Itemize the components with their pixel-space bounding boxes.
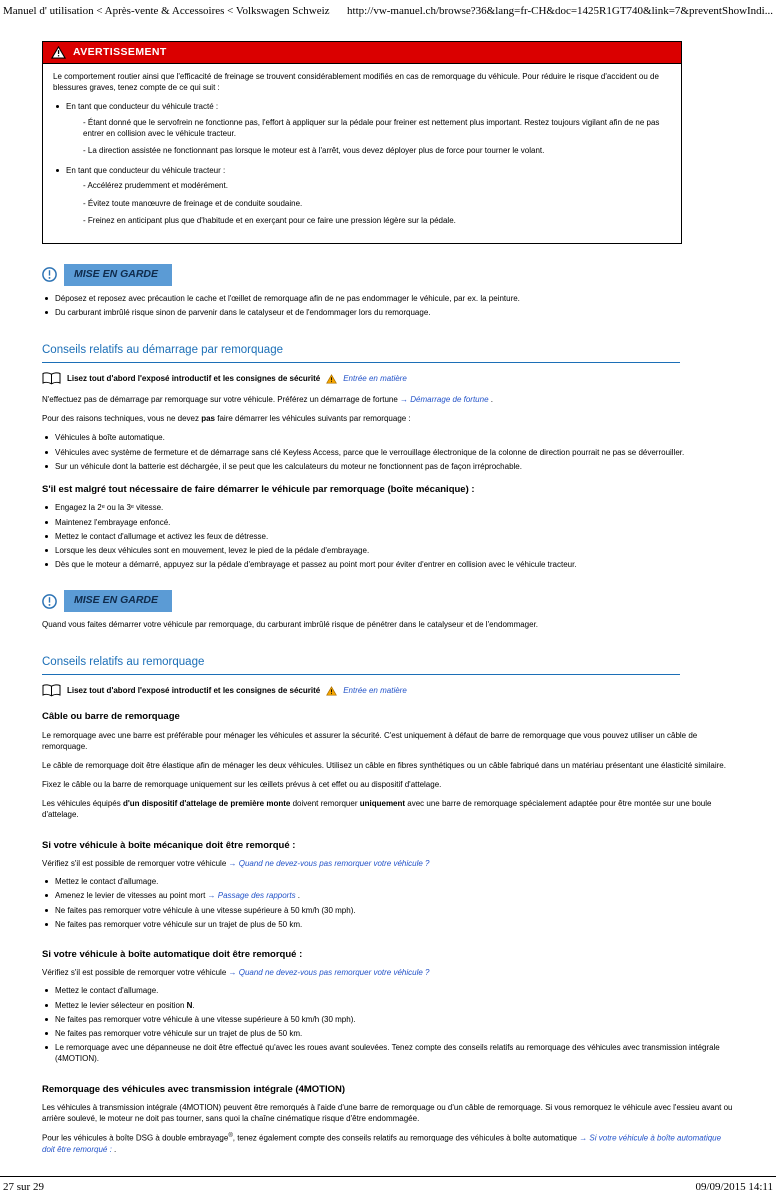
text-segment: Mettez le contact d'allumage.	[55, 877, 159, 887]
text-segment: doivent remorquer	[290, 799, 360, 809]
dash-sublist	[83, 180, 671, 226]
mise-en-garde-header	[42, 590, 734, 612]
book-icon	[42, 372, 61, 385]
sub-item: - Freinez en anticipant plus que d'habitude et en exerçant pour ce faire une pression légère sur la pédale.	[83, 215, 456, 225]
source-url: http://vw-manuel.ch/browse?36&lang=fr-CH&doc=1425R1GT740&link=7&preventShowIndi...	[347, 5, 773, 17]
list-item	[42, 559, 734, 570]
list-item	[42, 919, 734, 930]
text-segment: , tenez également compte des conseils relatifs au remorquage des véhicules à boîte automatique	[232, 1133, 580, 1143]
sub-item: - La direction assistée ne fonctionnant pas lorsque le moteur est à l'arrêt, vous devez déployer plus de force pour tourner le volant.	[83, 146, 545, 156]
text-segment: avec une barre de remorquage spécialement adaptée pour être montée sur une boule d'attelage.	[42, 799, 712, 820]
link-entree-en-matiere[interactable]: Entrée en matière	[343, 686, 407, 696]
text-segment: .	[111, 1145, 117, 1155]
mise-en-garde-title: MISE EN GARDE	[64, 590, 172, 612]
text-segment: Vérifiez s'il est possible de remorquer votre véhicule	[42, 858, 229, 868]
text-segment: En tant que conducteur du véhicule tracteur :	[66, 166, 226, 176]
list-item	[42, 1042, 734, 1064]
paragraph: Le câble de remorquage doit être élastique afin de ménager les deux véhicules. Utilisez un câble en fibres synthétiques ou un câble fabriqué dans un matériau présentant une élasticité similaire.	[42, 760, 726, 770]
text-segment-bold: N	[186, 1000, 193, 1010]
text-segment: Véhicules à boîte automatique.	[55, 433, 165, 443]
registered-mark: ®	[228, 1133, 233, 1140]
link-si-boite-automatique[interactable]: → Si votre véhicule à boîte automatique doit être remorqué :	[42, 1133, 722, 1155]
list-item	[42, 447, 734, 458]
text-segment: Pour les véhicules à boîte DSG à double embrayage	[42, 1133, 229, 1143]
subheading-automatic-gearbox: Si votre véhicule à boîte automatique doit être remorqué :	[42, 948, 303, 960]
list-item	[42, 905, 734, 916]
text-segment: Ne faites pas remorquer votre véhicule sur un trajet de plus de 50 km.	[55, 919, 303, 929]
read-first-line	[42, 372, 734, 385]
list-item	[42, 432, 734, 443]
subheading-manual-gearbox: Si votre véhicule à boîte mécanique doit être remorqué :	[42, 839, 296, 851]
list-item	[42, 876, 734, 887]
sub-item: - Évitez toute manœuvre de freinage et de conduite soudaine.	[83, 198, 303, 208]
text-segment: Lorsque les deux véhicules sont en mouvement, levez le pied de la pédale d'embrayage.	[55, 545, 370, 555]
text-segment: .	[488, 395, 493, 405]
page-footer	[0, 1176, 776, 1195]
text-segment: Mettez le contact d'allumage et activez les feux de détresse.	[55, 531, 269, 541]
caution-circle-icon	[42, 267, 57, 282]
link-entree-en-matiere[interactable]: Entrée en matière	[343, 374, 407, 384]
text-segment: Pour des raisons techniques, vous ne devez	[42, 414, 202, 424]
text-segment: Déposez et reposez avec précaution le cache et l'œillet de remorquage afin de ne pas endommager le véhicule, par ex. la peinture.	[55, 293, 520, 303]
text-segment: Vérifiez s'il est possible de remorquer votre véhicule	[42, 968, 229, 978]
paragraph	[42, 1132, 734, 1155]
link-quand-ne-pas-remorquer[interactable]: → Quand ne devez-vous pas remorquer votre véhicule ?	[228, 968, 430, 978]
paragraph: Le remorquage avec une barre est préférable pour ménager les véhicules et assurer la sécurité. C'est uniquement à défaut de barre de remorquage que vous pouvez utiliser un câble de remorquage.	[42, 730, 698, 751]
page-number: 27 sur 29	[3, 1180, 44, 1193]
sub-item: - Étant donné que le servofrein ne fonctionne pas, l'effort à appliquer sur la pédale pour freiner est nettement plus important. Restez toujours vigilant afin de ne pas entrer en collision avec le véhicule tracteur.	[83, 117, 660, 138]
dash-sublist	[83, 117, 671, 157]
text-segment: Ne faites pas remorquer votre véhicule à une vitesse supérieure à 50 km/h (30 mph).	[55, 905, 356, 915]
list-item	[42, 502, 734, 513]
text-segment: N'effectuez pas de démarrage par remorquage sur votre véhicule. Préférez un démarrage de fortune	[42, 395, 401, 405]
text-segment: Ne faites pas remorquer votre véhicule sur un trajet de plus de 50 km.	[55, 1028, 303, 1038]
small-warning-triangle-icon	[326, 686, 337, 696]
subheading-cable: Câble ou barre de remorquage	[42, 711, 180, 723]
list-item	[42, 517, 734, 528]
text-segment-bold: pas	[201, 414, 216, 424]
warning-triangle-icon	[51, 46, 66, 59]
book-icon	[42, 684, 61, 697]
mise-en-garde-title: MISE EN GARDE	[64, 264, 172, 286]
text-segment-bold: uniquement	[359, 799, 406, 809]
paragraph	[42, 967, 734, 978]
avertissement-title: AVERTISSEMENT	[73, 46, 167, 59]
text-segment: Du carburant imbrûlé risque sinon de parvenir dans le catalyseur et de l'endommager lors du remorquage.	[55, 307, 431, 317]
avertissement-intro: Le comportement routier ainsi que l'efficacité de freinage se trouvent considérablement modifiés en cas de remorquage du véhicule. Pour réduire le risque d'accident ou de blessures graves, tenez compte de ce qui suit :	[53, 72, 659, 93]
bullet-list	[42, 502, 734, 570]
text-segment: Engagez la 2ᵉ ou la 3ᵉ vitesse.	[55, 503, 164, 513]
bullet-list	[42, 876, 734, 930]
text-segment: Les véhicules équipés	[42, 799, 123, 809]
bullet-list	[42, 432, 734, 472]
text-segment: Maintenez l'embrayage enfoncé.	[55, 517, 171, 527]
avertissement-body	[43, 64, 681, 243]
subheading-4motion: Remorquage des véhicules avec transmission intégrale (4MOTION)	[42, 1083, 346, 1095]
text-segment: Mettez le levier sélecteur en position	[55, 1000, 187, 1010]
section-heading-start: Conseils relatifs au démarrage par remorquage	[42, 342, 680, 363]
bullet-list	[42, 985, 734, 1064]
link-quand-ne-pas-remorquer[interactable]: → Quand ne devez-vous pas remorquer votre véhicule ?	[228, 858, 430, 868]
list-item	[42, 531, 734, 542]
section-heading-towing: Conseils relatifs au remorquage	[42, 654, 680, 675]
bullet-list	[42, 293, 734, 318]
text-segment: Dès que le moteur a démarré, appuyez sur la pédale d'embrayage et passez au point mort pour éviter d'entrer en collision avec le véhicule tracteur.	[55, 560, 577, 570]
paragraph	[42, 798, 734, 820]
bullet-list	[53, 101, 671, 226]
paragraph: Les véhicules à transmission intégrale (4MOTION) peuvent être remorqués à l'aide d'une barre de remorquage ou d'un câble de remorquage. Si vous remorquez le véhicule avec l'essieu avant ou arrière soulevé, le moteur ne doit pas tourner, sans quoi la chaîne cinématique risque d'être endommagée.	[42, 1102, 733, 1123]
text-segment: .	[192, 1000, 195, 1010]
text-segment: En tant que conducteur du véhicule tracté :	[66, 102, 219, 112]
list-item	[42, 1000, 734, 1011]
link-passage-des-rapports[interactable]: → Passage des rapports	[207, 891, 296, 901]
read-first-text: Lisez tout d'abord l'exposé introductif et les consignes de sécurité	[67, 686, 321, 696]
paragraph	[42, 413, 734, 424]
list-item	[42, 890, 734, 901]
list-item	[42, 1014, 734, 1025]
text-segment-bold: d'un dispositif d'attelage de première monte	[122, 799, 291, 809]
text-segment: Ne faites pas remorquer votre véhicule à une vitesse supérieure à 50 km/h (30 mph).	[55, 1014, 356, 1024]
footer-timestamp: 09/09/2015 14:11	[695, 1180, 773, 1193]
list-item	[42, 545, 734, 556]
list-item	[42, 293, 734, 304]
list-item	[42, 461, 734, 472]
avertissement-header	[43, 42, 681, 64]
text-segment: Sur un véhicule dont la batterie est déchargée, il se peut que les calculateurs du moteur ne fonctionnent pas de façon irréprochable.	[55, 461, 522, 471]
list-item	[42, 1028, 734, 1039]
text-segment: .	[295, 891, 301, 901]
paragraph: Fixez le câble ou la barre de remorquage uniquement sur les œillets prévus à cet effet ou au dispositif d'attelage.	[42, 780, 442, 790]
paragraph	[42, 394, 734, 405]
page-content	[42, 41, 734, 1155]
list-item	[42, 307, 734, 318]
text-segment: faire démarrer les véhicules suivants par remorquage :	[215, 414, 411, 424]
list-item	[53, 165, 671, 226]
text-segment: Mettez le contact d'allumage.	[55, 986, 159, 996]
text-segment: Amenez le levier de vitesses au point mort	[55, 891, 208, 901]
read-first-line	[42, 684, 734, 697]
link-demarrage-de-fortune[interactable]: → Démarrage de fortune	[400, 395, 489, 405]
list-item	[42, 985, 734, 996]
mise-en-garde-header	[42, 264, 734, 286]
read-first-text: Lisez tout d'abord l'exposé introductif et les consignes de sécurité	[67, 374, 321, 384]
list-item	[53, 101, 671, 156]
sub-item: - Accélérez prudemment et modérément.	[83, 181, 228, 191]
text-segment: Le remorquage avec une dépanneuse ne doit être effectué qu'avec les roues avant soulevées. Tenez compte des conseils relatifs au remorquage des véhicules avec transmission intégrale (4MOTION).	[55, 1043, 720, 1064]
avertissement-box	[42, 41, 682, 244]
caution-paragraph: Quand vous faites démarrer votre véhicule par remorquage, du carburant imbrûlé risque de pénétrer dans le catalyseur et de l'endommager.	[42, 619, 539, 629]
caution-circle-icon	[42, 594, 57, 609]
subheading-tow-start: S'il est malgré tout nécessaire de faire démarrer le véhicule par remorquage (boîte mécanique) :	[42, 484, 475, 496]
breadcrumb: Manuel d' utilisation < Après-vente & Accessoires < Volkswagen Schweiz	[3, 5, 330, 17]
page-header	[0, 0, 776, 19]
paragraph	[42, 858, 734, 869]
small-warning-triangle-icon	[326, 374, 337, 384]
text-segment: Véhicules avec système de fermeture et de démarrage sans clé Keyless Access, parce que le verrouillage électronique de la colonne de direction pourrait ne pas se déverrouiller.	[55, 447, 685, 457]
